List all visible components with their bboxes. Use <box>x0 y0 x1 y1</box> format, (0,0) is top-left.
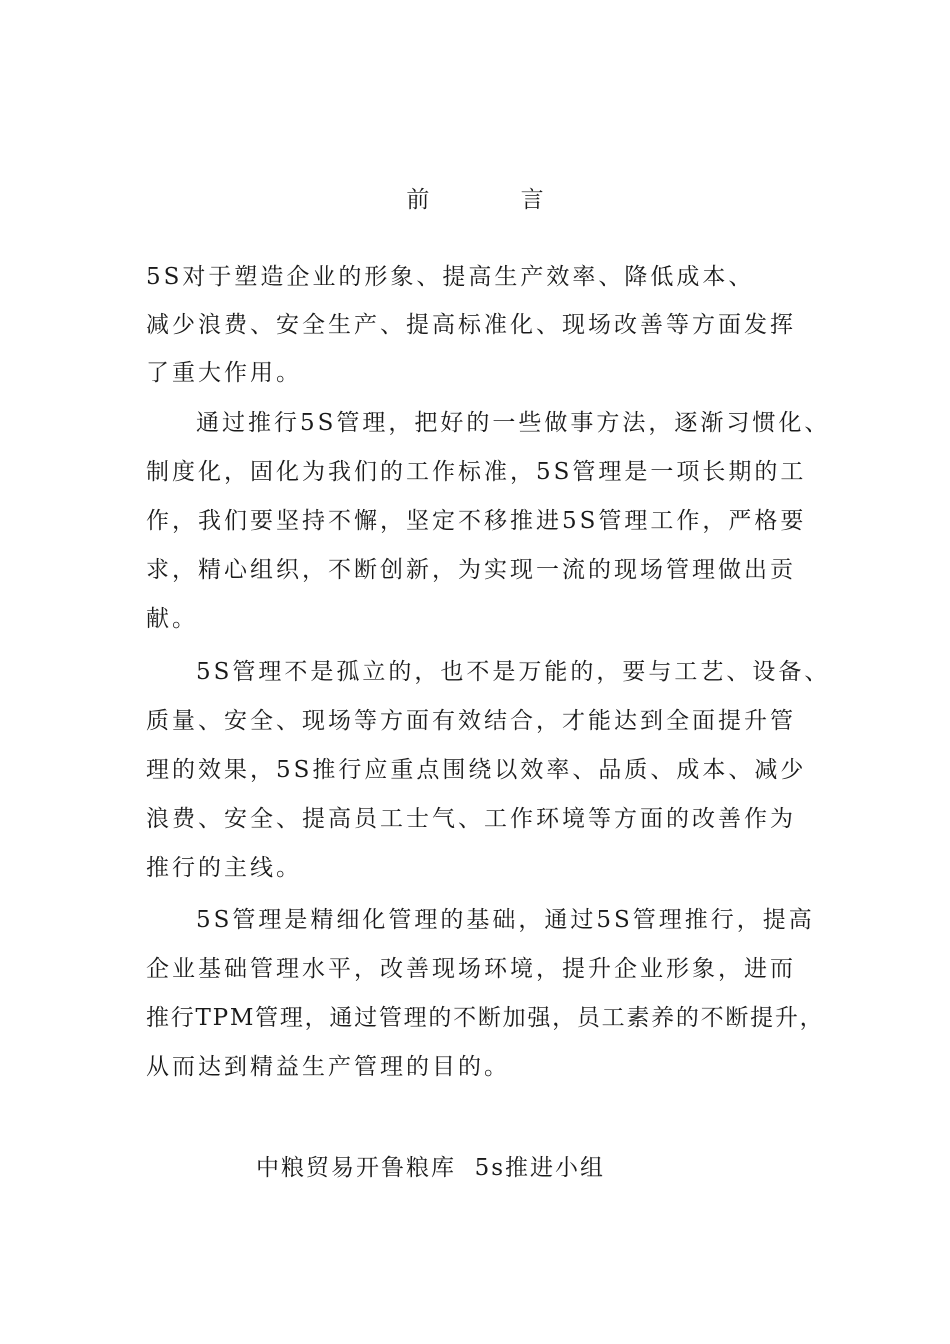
paragraph-3-line-4: 浪费、安全、提高员工士气、工作环境等方面的改善作为 <box>146 806 796 832</box>
paragraph-2-line-3: 作，我们要坚持不懈，坚定不移推进5S管理工作，严格要 <box>146 508 807 534</box>
paragraph-3-line-1: 5S管理不是孤立的，也不是万能的，要与工艺、设备、 <box>196 659 831 685</box>
paragraph-4-line-4: 从而达到精益生产管理的目的。 <box>146 1054 510 1080</box>
paragraph-1-line-1: 5S对于塑造企业的形象、提高生产效率、降低成本、 <box>146 264 755 290</box>
paragraph-1-line-3: 了重大作用。 <box>146 360 302 386</box>
paragraph-2-line-2: 制度化，固化为我们的工作标准，5S管理是一项长期的工 <box>146 459 807 485</box>
paragraph-4-line-1: 5S管理是精细化管理的基础，通过5S管理推行，提高 <box>196 907 815 933</box>
signature: 中粮贸易开鲁粮库 5s推进小组 <box>256 1155 606 1181</box>
paragraph-3-line-3: 理的效果，5S推行应重点围绕以效率、品质、成本、减少 <box>146 757 807 783</box>
page-title: 前 言 <box>406 187 586 213</box>
paragraph-3-line-2: 质量、安全、现场等方面有效结合，才能达到全面提升管 <box>146 708 796 734</box>
paragraph-4-line-2: 企业基础管理水平，改善现场环境，提升企业形象，进而 <box>146 956 796 982</box>
paragraph-4-line-3: 推行TPM管理，通过管理的不断加强，员工素养的不断提升， <box>146 1005 825 1031</box>
paragraph-2-line-5: 献。 <box>146 606 198 632</box>
paragraph-2-line-4: 求，精心组织，不断创新，为实现一流的现场管理做出贡 <box>146 557 796 583</box>
paragraph-2-line-1: 通过推行5S管理，把好的一些做事方法，逐渐习惯化、 <box>196 410 831 436</box>
paragraph-1-line-2: 减少浪费、安全生产、提高标准化、现场改善等方面发挥 <box>146 312 796 338</box>
paragraph-3-line-5: 推行的主线。 <box>146 855 302 881</box>
